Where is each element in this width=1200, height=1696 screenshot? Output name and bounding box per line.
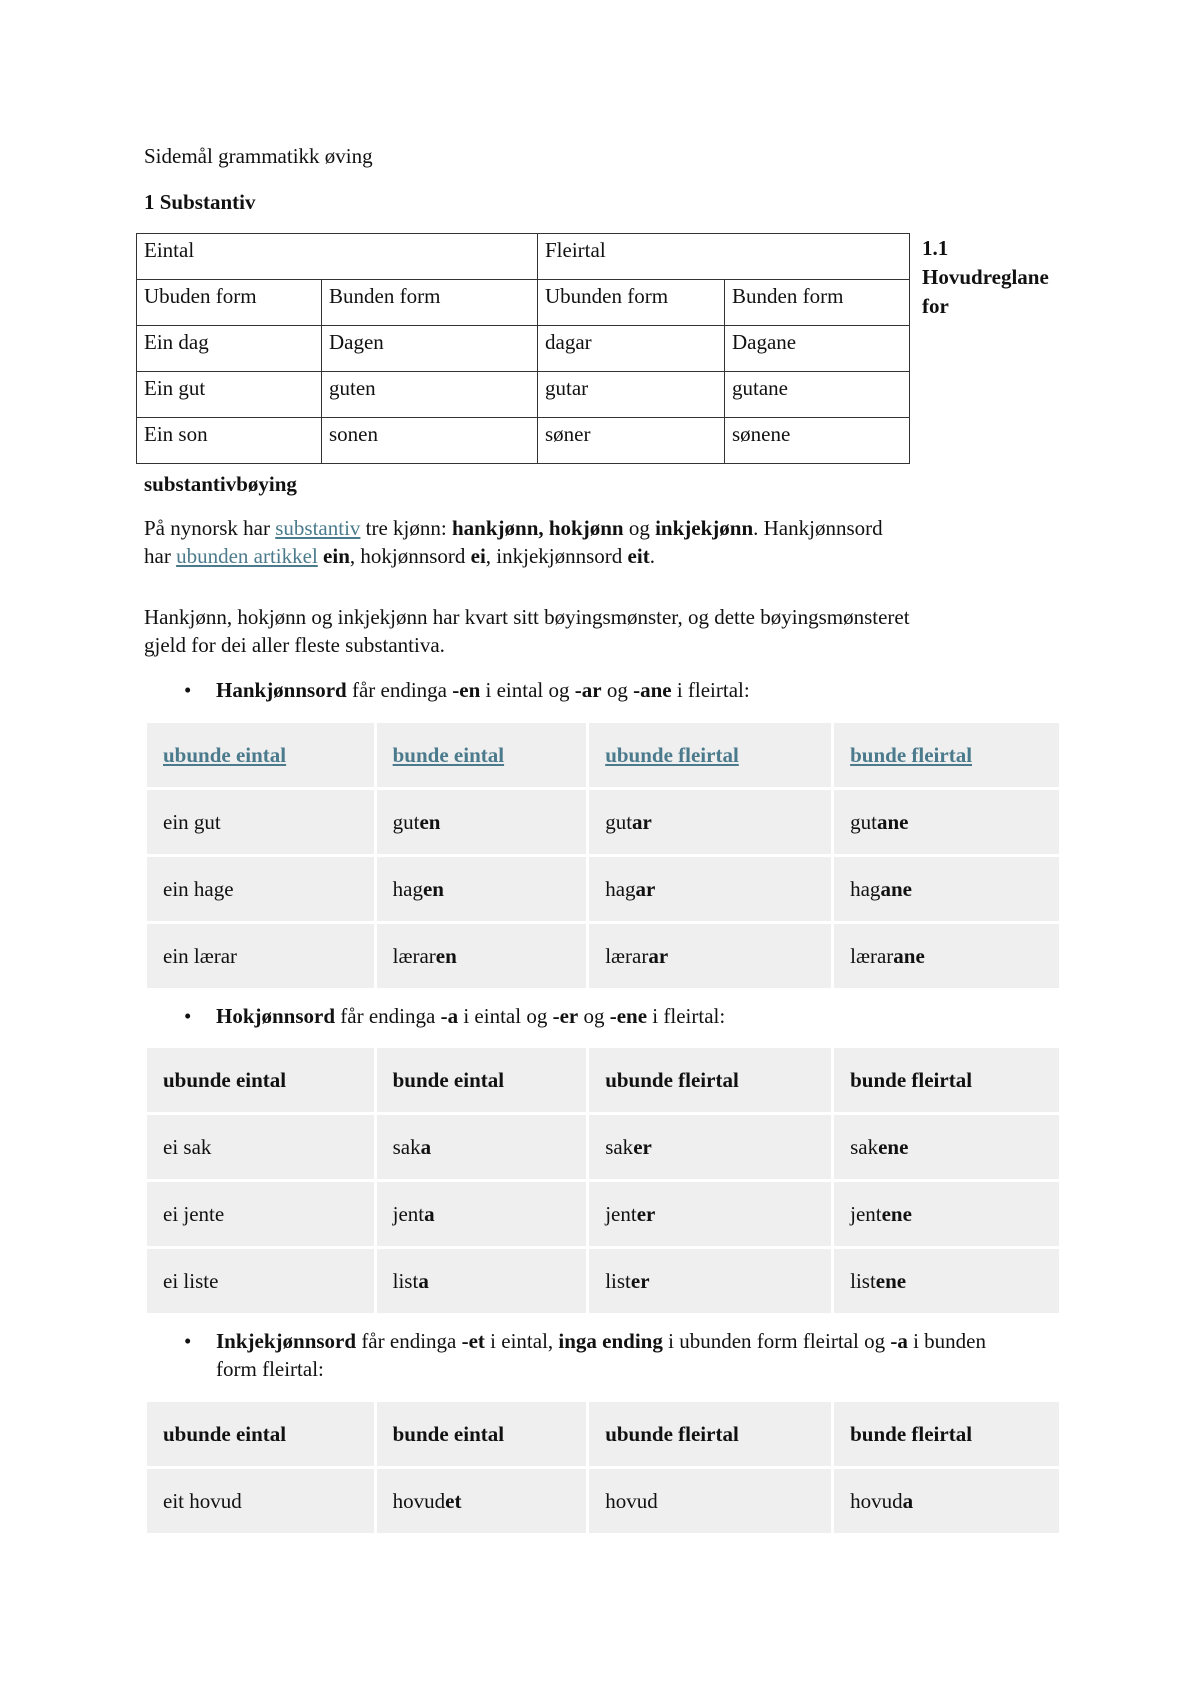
bullet-icon: •: [184, 1329, 192, 1353]
column-header: ubunde eintal: [147, 1048, 374, 1112]
table-cell: ein hage: [147, 857, 374, 921]
side-heading-number: 1.1: [922, 236, 949, 260]
document-title: Sidemål grammatikk øving: [144, 144, 373, 168]
table-cell: gutar: [538, 372, 725, 418]
column-header[interactable]: bunde eintal: [377, 723, 587, 787]
column-header[interactable]: ubunde eintal: [147, 723, 374, 787]
table-cell: jenta: [377, 1182, 587, 1246]
table-row: [147, 857, 1059, 921]
bold-text: ein: [323, 544, 350, 568]
table-cell: saka: [377, 1115, 587, 1179]
bullet-text: Hokjønnsord får endinga -a i eintal og -er og -ene i fleirtal:: [216, 1004, 726, 1028]
side-heading-continuation: substantivbøying: [144, 472, 297, 496]
text: tre kjønn:: [360, 516, 452, 540]
bold-text: eit: [627, 544, 650, 568]
table-header-row: [147, 723, 1059, 787]
table-cell: Dagen: [322, 326, 538, 372]
text: På nynorsk har: [144, 516, 276, 540]
column-header: bunde fleirtal: [834, 1048, 1059, 1112]
column-header: bunde eintal: [377, 1048, 587, 1112]
bullet-text: Inkjekjønnsord får endinga -et i eintal, inga ending i ubunden form fleirtal og -a i bunden form fleirtal:: [216, 1329, 986, 1381]
text-line: Hankjønn, hokjønn og inkjekjønn har kvart sitt bøyingsmønster, og dette bøyingsmønsteret: [144, 605, 910, 629]
text: .: [649, 544, 655, 568]
table-cell: ein gut: [147, 790, 374, 854]
table-cell: sønene: [725, 418, 910, 464]
table-cell: Ein dag: [137, 326, 322, 372]
column-header: ubunde fleirtal: [589, 1402, 831, 1466]
column-header[interactable]: bunde fleirtal: [834, 723, 1059, 787]
table-cell: Ubunden form: [538, 280, 725, 326]
column-header: bunde fleirtal: [834, 1402, 1059, 1466]
hankjonn-table: [144, 720, 1062, 991]
table-row: [147, 1469, 1059, 1533]
table-cell: hovuda: [834, 1469, 1059, 1533]
bullet-icon: •: [184, 678, 192, 702]
table-row: [137, 372, 910, 418]
table-cell: jentene: [834, 1182, 1059, 1246]
table-cell: læraren: [377, 924, 587, 988]
table-cell: Ein son: [137, 418, 322, 464]
text: , inkjekjønnsord: [485, 544, 628, 568]
bullet-hokjonn: [184, 1002, 1064, 1030]
header-fleirtal: Fleirtal: [538, 234, 910, 280]
table-cell: gutar: [589, 790, 831, 854]
table-cell: Ubuden form: [137, 280, 322, 326]
bold-text: ei: [470, 544, 486, 568]
bullet-hankjonn: [184, 676, 1064, 704]
hokjonn-table: [144, 1045, 1062, 1316]
table-cell: gutane: [834, 790, 1059, 854]
table-cell: hagen: [377, 857, 587, 921]
table-cell: saker: [589, 1115, 831, 1179]
table-subheader-row: [137, 280, 910, 326]
table-cell: ei sak: [147, 1115, 374, 1179]
table-cell: guten: [377, 790, 587, 854]
table-cell: guten: [322, 372, 538, 418]
bullet-text: Hankjønnsord får endinga -en i eintal og -ar og -ane i fleirtal:: [216, 678, 750, 702]
table-cell: Bunden form: [322, 280, 538, 326]
table-cell: hagar: [589, 857, 831, 921]
table-cell: søner: [538, 418, 725, 464]
header-eintal: Eintal: [137, 234, 538, 280]
table-cell: sonen: [322, 418, 538, 464]
table-cell: Ein gut: [137, 372, 322, 418]
intro-line-2: [144, 542, 1094, 570]
table-cell: ein lærar: [147, 924, 374, 988]
column-header: ubunde eintal: [147, 1402, 374, 1466]
table-row: [147, 790, 1059, 854]
column-header[interactable]: ubunde fleirtal: [589, 723, 831, 787]
link-ubunden-artikkel[interactable]: ubunden artikkel: [176, 544, 318, 568]
text: . Hankjønnsord: [753, 516, 883, 540]
bullet-icon: •: [184, 1004, 192, 1028]
text: , hokjønnsord: [349, 544, 471, 568]
table-cell: ei jente: [147, 1182, 374, 1246]
table-header-row: [147, 1402, 1059, 1466]
inkjekjonn-table: [144, 1399, 1062, 1536]
table-cell: ei liste: [147, 1249, 374, 1313]
table-row: [147, 924, 1059, 988]
table-cell: hagane: [834, 857, 1059, 921]
side-heading: [922, 234, 1072, 321]
side-heading-word: Hovudreglane: [922, 265, 1049, 289]
text: har: [144, 544, 177, 568]
table-cell: eit hovud: [147, 1469, 374, 1533]
bullet-inkjekjonn: [184, 1327, 1064, 1383]
table-cell: lærarane: [834, 924, 1059, 988]
column-header: ubunde fleirtal: [589, 1048, 831, 1112]
bold-text: hankjønn, hokjønn: [451, 516, 624, 540]
section-heading: 1 Substantiv: [144, 190, 256, 214]
table-cell: lister: [589, 1249, 831, 1313]
table-header-row: [137, 234, 910, 280]
table-cell: Dagane: [725, 326, 910, 372]
table-cell: gutane: [725, 372, 910, 418]
table-row: [137, 326, 910, 372]
table-cell: lærarar: [589, 924, 831, 988]
table-row: [137, 418, 910, 464]
text-line: gjeld for dei aller fleste substantiva.: [144, 633, 445, 657]
table-cell: listene: [834, 1249, 1059, 1313]
table-cell: dagar: [538, 326, 725, 372]
table-cell: sakene: [834, 1115, 1059, 1179]
table-row: [147, 1115, 1059, 1179]
table-row: [147, 1249, 1059, 1313]
side-heading-for: for: [922, 294, 949, 318]
table-cell: lista: [377, 1249, 587, 1313]
table-header-row: [147, 1048, 1059, 1112]
column-header: bunde eintal: [377, 1402, 587, 1466]
table-cell: jenter: [589, 1182, 831, 1246]
table-cell: hovudet: [377, 1469, 587, 1533]
intro-paragraph: [144, 514, 1094, 570]
text: og: [623, 516, 656, 540]
table-cell: hovud: [589, 1469, 831, 1533]
table-row: [147, 1182, 1059, 1246]
link-substantiv[interactable]: substantiv: [275, 516, 361, 540]
intro-line-1: [144, 514, 1094, 542]
table-cell: Bunden form: [725, 280, 910, 326]
bold-text: inkjekjønn: [655, 516, 754, 540]
pattern-paragraph: [144, 603, 1094, 659]
noun-overview-table: [136, 233, 910, 464]
